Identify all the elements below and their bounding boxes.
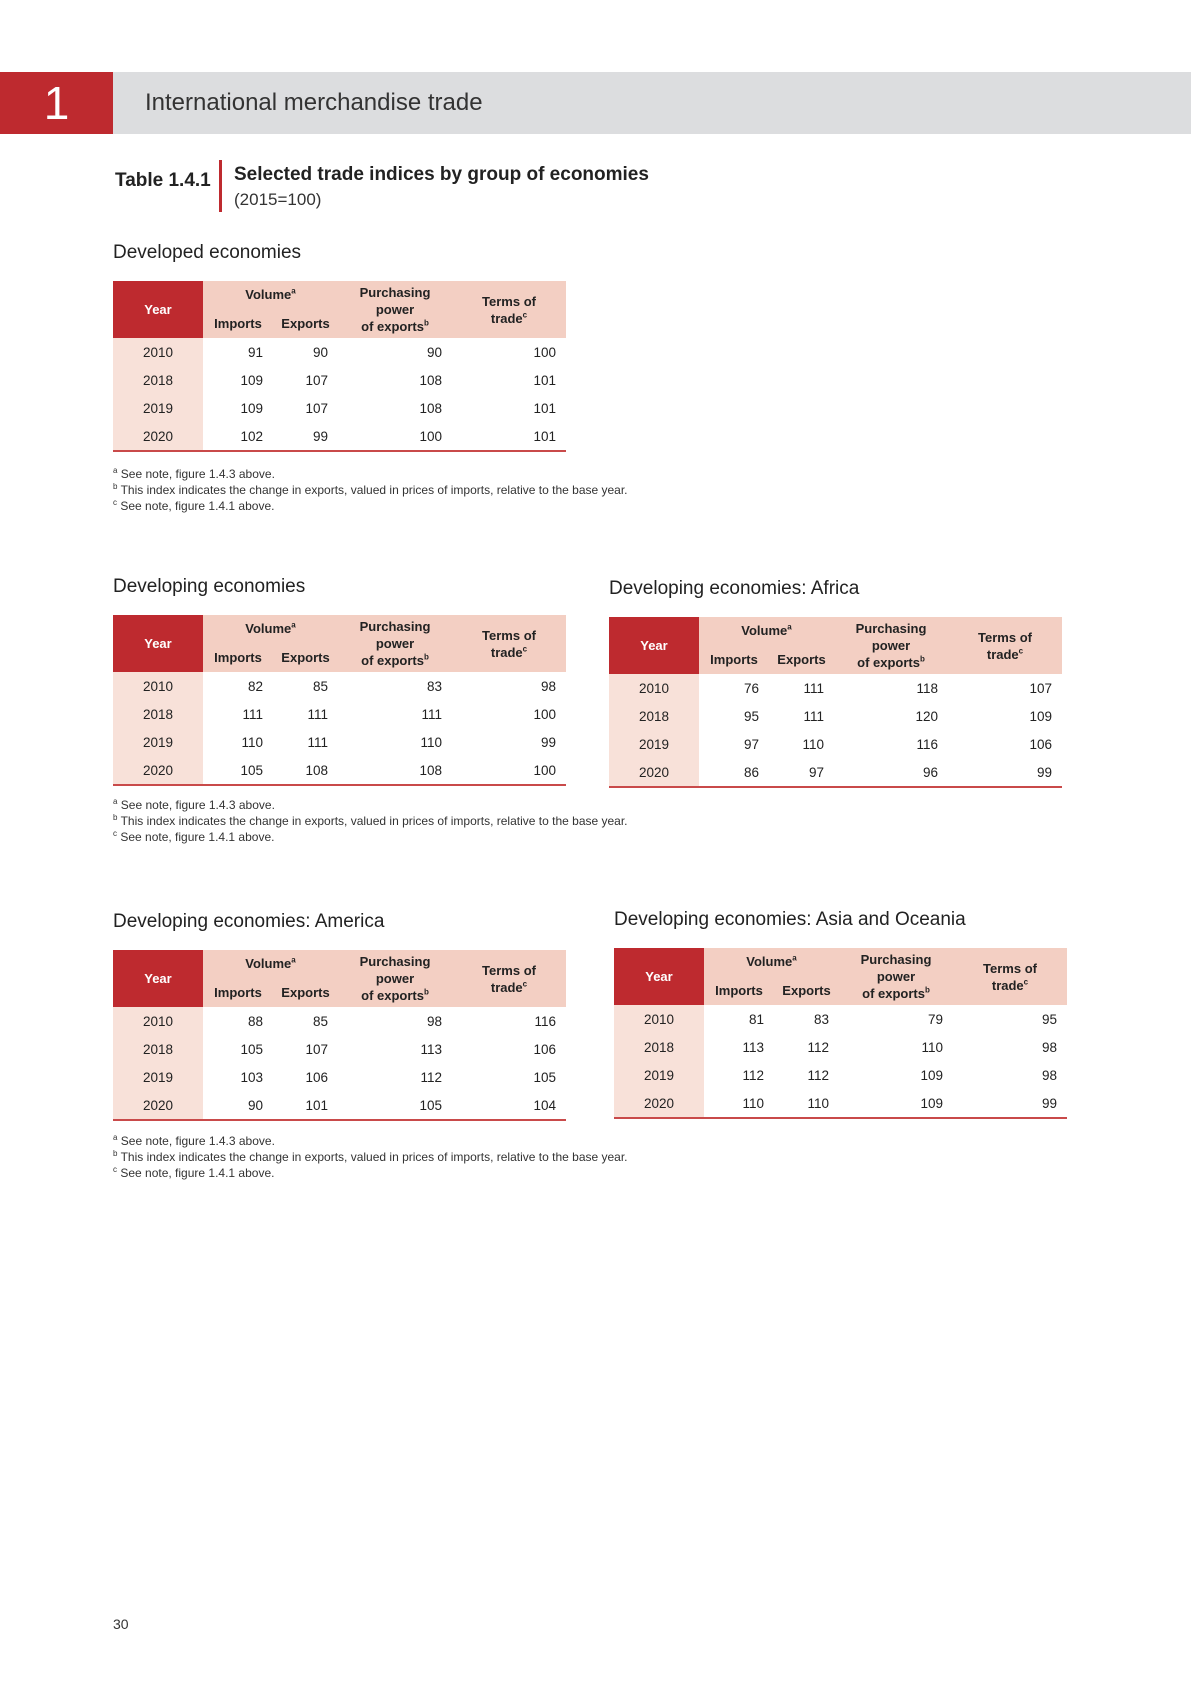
cell-imports: 110	[704, 1089, 774, 1118]
cell-exports: 106	[305, 1069, 328, 1085]
footnote-b: $^b$ This index indicates the change in exports, valued in prices of imports, relative to the base year.	[113, 813, 628, 828]
cell-exports: 85	[312, 1013, 328, 1029]
cell-terms-of-trade: 95	[1041, 1011, 1057, 1027]
cell-purchasing-power: 98	[426, 1013, 442, 1029]
section-title: Developing economies: Africa	[609, 578, 860, 599]
col-volume: Volume$^a$	[704, 948, 839, 975]
col-imports: Imports	[704, 975, 774, 1005]
cell-terms-of-trade: 105	[533, 1069, 556, 1085]
cell-exports: 90	[312, 344, 328, 360]
cell-imports: 91	[247, 344, 263, 360]
footnote-b: $^b$ This index indicates the change in exports, valued in prices of imports, relative to the base year.	[113, 1149, 628, 1164]
footnotes-3	[113, 1133, 628, 1181]
cell-year: 2019	[614, 1061, 704, 1089]
cell-imports: 105	[240, 1041, 263, 1057]
cell-purchasing-power: 109	[920, 1067, 943, 1083]
cell-year: 2020	[609, 758, 699, 787]
table-subtitle: (2015=100)	[234, 190, 322, 209]
cell-purchasing-power: 110	[420, 734, 442, 750]
col-year: Year	[113, 950, 203, 1007]
table-row	[614, 1089, 1067, 1118]
cell-purchasing-power: 83	[426, 678, 442, 694]
cell-purchasing-power: 108	[419, 372, 442, 388]
cell-terms-of-trade: 101	[533, 372, 556, 388]
cell-imports: 88	[247, 1013, 263, 1029]
table-row	[609, 702, 1062, 730]
col-exports: Exports	[769, 644, 834, 674]
trade-indices-table	[113, 950, 566, 1121]
header-row	[113, 281, 566, 308]
cell-terms-of-trade: 99	[540, 734, 556, 750]
cell-purchasing-power: 118	[916, 680, 938, 696]
cell-imports: 112	[742, 1067, 764, 1083]
col-imports: Imports	[203, 642, 273, 672]
col-year: Year	[609, 617, 699, 674]
cell-year: 2018	[614, 1033, 704, 1061]
col-purchasing-power: Purchasing power of exports$^b$	[338, 615, 452, 672]
cell-exports: 107	[305, 400, 328, 416]
cell-terms-of-trade: 106	[1029, 736, 1052, 752]
table-row	[113, 1063, 566, 1091]
cell-exports: 108	[273, 756, 338, 785]
col-imports: Imports	[203, 308, 273, 338]
header-row	[113, 950, 566, 977]
cell-terms-of-trade: 98	[1041, 1067, 1057, 1083]
cell-purchasing-power: 112	[420, 1069, 442, 1085]
cell-terms-of-trade: 100	[452, 756, 566, 785]
cell-year: 2020	[113, 756, 203, 785]
cell-terms-of-trade: 107	[1029, 680, 1052, 696]
cell-imports: 82	[247, 678, 263, 694]
table-row	[609, 758, 1062, 787]
col-terms-of-trade: Terms of trade$^c$	[452, 615, 566, 672]
footnote-c: $^c$ See note, figure 1.4.1 above.	[113, 1165, 275, 1180]
cell-purchasing-power: 120	[915, 708, 938, 724]
cell-imports: 102	[203, 422, 273, 451]
col-exports: Exports	[273, 642, 338, 672]
cell-purchasing-power: 105	[338, 1091, 452, 1120]
cell-exports: 99	[273, 422, 338, 451]
cell-terms-of-trade: 109	[1029, 708, 1052, 724]
table-row	[113, 422, 566, 451]
col-terms-of-trade: Terms of trade$^c$	[452, 950, 566, 1007]
cell-exports: 85	[312, 678, 328, 694]
cell-exports: 111	[803, 680, 824, 696]
cell-exports: 97	[769, 758, 834, 787]
trade-indices-table	[113, 615, 566, 786]
cell-terms-of-trade: 99	[948, 758, 1062, 787]
col-purchasing-power: Purchasing power of exports$^b$	[839, 948, 953, 1005]
col-terms-of-trade: Terms of trade$^c$	[953, 948, 1067, 1005]
col-exports: Exports	[273, 308, 338, 338]
cell-imports: 86	[699, 758, 769, 787]
footnote-a: $^a$ See note, figure 1.4.3 above.	[113, 1133, 275, 1148]
cell-terms-of-trade: 101	[452, 422, 566, 451]
col-volume: Volume$^a$	[203, 950, 338, 977]
cell-purchasing-power: 108	[419, 400, 442, 416]
table-label: Table 1.4.1	[115, 170, 211, 191]
page-number: 30	[113, 1616, 129, 1632]
cell-exports: 110	[774, 1089, 839, 1118]
trade-indices-table	[614, 948, 1067, 1119]
cell-terms-of-trade: 100	[533, 344, 556, 360]
cell-imports: 95	[743, 708, 759, 724]
table-row	[113, 672, 566, 700]
cell-year: 2019	[609, 730, 699, 758]
cell-imports: 81	[748, 1011, 764, 1027]
chapter-title: International merchandise trade	[145, 89, 483, 116]
table-row	[614, 1061, 1067, 1089]
cell-purchasing-power: 90	[426, 344, 442, 360]
cell-year: 2010	[614, 1005, 704, 1033]
cell-year: 2018	[113, 1035, 203, 1063]
section-title: Developing economies: America	[113, 911, 385, 932]
section-title: Developing economies	[113, 576, 306, 597]
cell-terms-of-trade: 98	[540, 678, 556, 694]
table-row	[609, 674, 1062, 702]
cell-terms-of-trade: 106	[533, 1041, 556, 1057]
cell-year: 2010	[113, 1007, 203, 1035]
col-purchasing-power: Purchasing power of exports$^b$	[834, 617, 948, 674]
footnote-c: $^c$ See note, figure 1.4.1 above.	[113, 829, 275, 844]
header-row	[609, 617, 1062, 644]
chapter-number: 1	[0, 72, 113, 134]
title-divider	[219, 160, 222, 212]
table-row	[614, 1005, 1067, 1033]
table-row	[113, 366, 566, 394]
cell-purchasing-power: 96	[834, 758, 948, 787]
table-title: Selected trade indices by group of economies	[234, 164, 649, 185]
cell-imports: 76	[743, 680, 759, 696]
cell-terms-of-trade: 104	[452, 1091, 566, 1120]
footnotes-1	[113, 466, 628, 514]
cell-purchasing-power: 79	[927, 1011, 943, 1027]
col-volume: Volume$^a$	[699, 617, 834, 644]
header-row	[113, 615, 566, 642]
cell-imports: 90	[203, 1091, 273, 1120]
cell-terms-of-trade: 116	[534, 1013, 556, 1029]
table-row	[113, 1035, 566, 1063]
cell-exports: 107	[305, 372, 328, 388]
cell-terms-of-trade: 98	[1041, 1039, 1057, 1055]
col-purchasing-power: Purchasing power of exports$^b$	[338, 281, 452, 338]
footnotes-2	[113, 797, 628, 845]
col-exports: Exports	[774, 975, 839, 1005]
cell-exports: 107	[305, 1041, 328, 1057]
col-imports: Imports	[203, 977, 273, 1007]
col-year: Year	[113, 281, 203, 338]
cell-imports: 113	[742, 1039, 764, 1055]
cell-exports: 112	[807, 1067, 829, 1083]
col-volume: Volume$^a$	[203, 615, 338, 642]
cell-exports: 101	[273, 1091, 338, 1120]
table-row	[113, 756, 566, 785]
col-exports: Exports	[273, 977, 338, 1007]
cell-imports: 97	[743, 736, 759, 752]
col-imports: Imports	[699, 644, 769, 674]
cell-year: 2020	[113, 422, 203, 451]
cell-purchasing-power: 100	[338, 422, 452, 451]
cell-purchasing-power: 113	[420, 1041, 442, 1057]
cell-year: 2010	[113, 338, 203, 366]
cell-imports: 110	[241, 734, 263, 750]
table-row	[113, 1007, 566, 1035]
cell-purchasing-power: 108	[338, 756, 452, 785]
cell-year: 2019	[113, 394, 203, 422]
cell-exports: 83	[813, 1011, 829, 1027]
cell-terms-of-trade: 100	[533, 706, 556, 722]
footnote-a: $^a$ See note, figure 1.4.3 above.	[113, 797, 275, 812]
cell-purchasing-power: 110	[921, 1039, 943, 1055]
cell-imports: 109	[240, 372, 263, 388]
table-row	[113, 394, 566, 422]
cell-purchasing-power: 111	[421, 706, 442, 722]
col-year: Year	[614, 948, 704, 1005]
table-row	[113, 700, 566, 728]
cell-exports: 111	[803, 708, 824, 724]
col-volume: Volume$^a$	[203, 281, 338, 308]
footnote-b: $^b$ This index indicates the change in exports, valued in prices of imports, relative to the base year.	[113, 482, 628, 497]
cell-exports: 111	[307, 706, 328, 722]
cell-terms-of-trade: 101	[533, 400, 556, 416]
cell-year: 2018	[609, 702, 699, 730]
section-title: Developing economies: Asia and Oceania	[614, 909, 966, 930]
table-row	[609, 730, 1062, 758]
footnote-a: $^a$ See note, figure 1.4.3 above.	[113, 466, 275, 481]
trade-indices-table	[609, 617, 1062, 788]
col-terms-of-trade: Terms of trade$^c$	[452, 281, 566, 338]
cell-exports: 111	[307, 734, 328, 750]
cell-imports: 111	[242, 706, 263, 722]
table-row	[113, 1091, 566, 1120]
cell-year: 2019	[113, 728, 203, 756]
cell-exports: 110	[802, 736, 824, 752]
cell-year: 2019	[113, 1063, 203, 1091]
cell-exports: 112	[807, 1039, 829, 1055]
cell-imports: 105	[203, 756, 273, 785]
col-purchasing-power: Purchasing power of exports$^b$	[338, 950, 452, 1007]
footnote-c: $^c$ See note, figure 1.4.1 above.	[113, 498, 275, 513]
cell-year: 2018	[113, 366, 203, 394]
cell-year: 2010	[609, 674, 699, 702]
section-title: Developed economies	[113, 242, 302, 263]
cell-imports: 103	[240, 1069, 263, 1085]
trade-indices-table	[113, 281, 566, 452]
cell-imports: 109	[240, 400, 263, 416]
cell-year: 2010	[113, 672, 203, 700]
cell-terms-of-trade: 99	[953, 1089, 1067, 1118]
header-row	[614, 948, 1067, 975]
cell-year: 2020	[113, 1091, 203, 1120]
cell-year: 2020	[614, 1089, 704, 1118]
table-row	[614, 1033, 1067, 1061]
cell-year: 2018	[113, 700, 203, 728]
col-terms-of-trade: Terms of trade$^c$	[948, 617, 1062, 674]
table-row	[113, 728, 566, 756]
table-row	[113, 338, 566, 366]
col-year: Year	[113, 615, 203, 672]
cell-purchasing-power: 116	[916, 736, 938, 752]
cell-purchasing-power: 109	[839, 1089, 953, 1118]
